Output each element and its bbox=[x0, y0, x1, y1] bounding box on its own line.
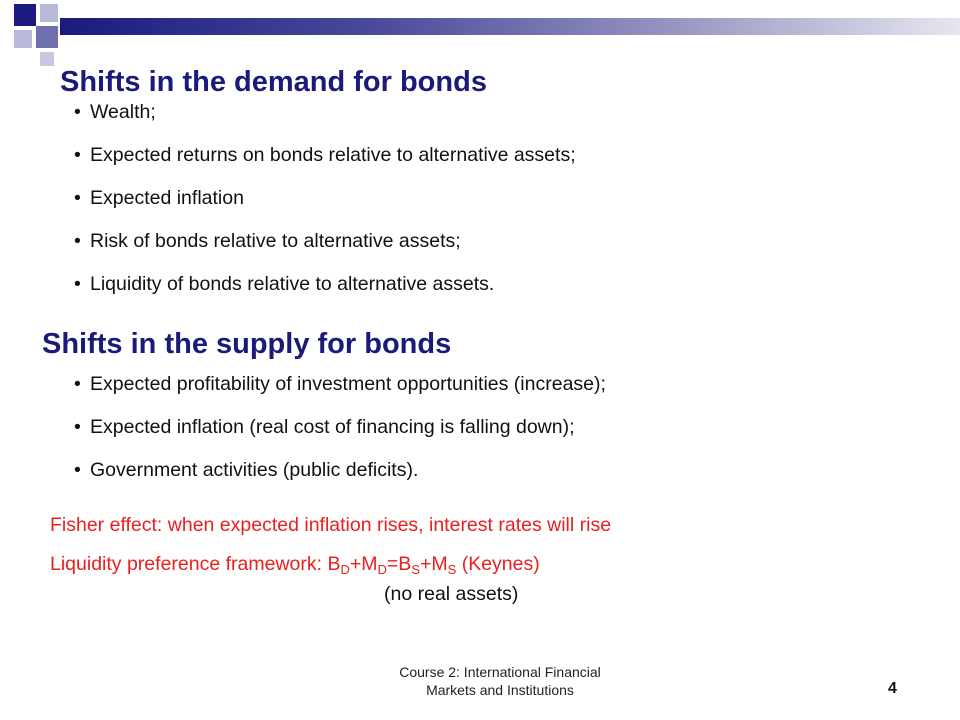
footer-line-1: Course 2: International Financial bbox=[399, 664, 601, 680]
supply-list bbox=[74, 372, 606, 501]
fisher-effect-note: Fisher effect: when expected inflation rises, interest rates will rise bbox=[50, 514, 612, 536]
list-item: • Risk of bonds relative to alternative assets; bbox=[74, 230, 461, 252]
decor-square-light bbox=[40, 52, 54, 66]
no-real-assets-note: (no real assets) bbox=[384, 583, 519, 605]
list-item: • Liquidity of bonds relative to alternative assets. bbox=[74, 273, 495, 295]
page-number: 4 bbox=[888, 680, 897, 697]
liquidity-preference-note: Liquidity preference framework: $B_D+M_D=B_S+M_S$ (Keynes) bbox=[50, 553, 540, 577]
decor-square-dark bbox=[14, 4, 36, 26]
decor-square-light bbox=[40, 4, 58, 22]
header-gradient-bar bbox=[60, 18, 960, 35]
footer-course bbox=[360, 663, 640, 699]
list-item: • Expected returns on bonds relative to alternative assets; bbox=[74, 144, 576, 166]
list-item: • Expected inflation bbox=[74, 187, 244, 209]
decor-square-mid bbox=[36, 26, 58, 48]
demand-title: Shifts in the demand for bonds bbox=[60, 66, 487, 98]
demand-list bbox=[74, 100, 576, 315]
supply-title: Shifts in the supply for bonds bbox=[42, 328, 452, 360]
list-item: • Wealth; bbox=[74, 101, 156, 123]
list-item: • Expected inflation (real cost of financing is falling down); bbox=[74, 416, 575, 438]
footer-line-2: Markets and Institutions bbox=[426, 682, 574, 698]
list-item: • Expected profitability of investment opportunities (increase); bbox=[74, 373, 606, 395]
list-item: • Government activities (public deficits). bbox=[74, 459, 419, 481]
decor-square-light bbox=[14, 30, 32, 48]
